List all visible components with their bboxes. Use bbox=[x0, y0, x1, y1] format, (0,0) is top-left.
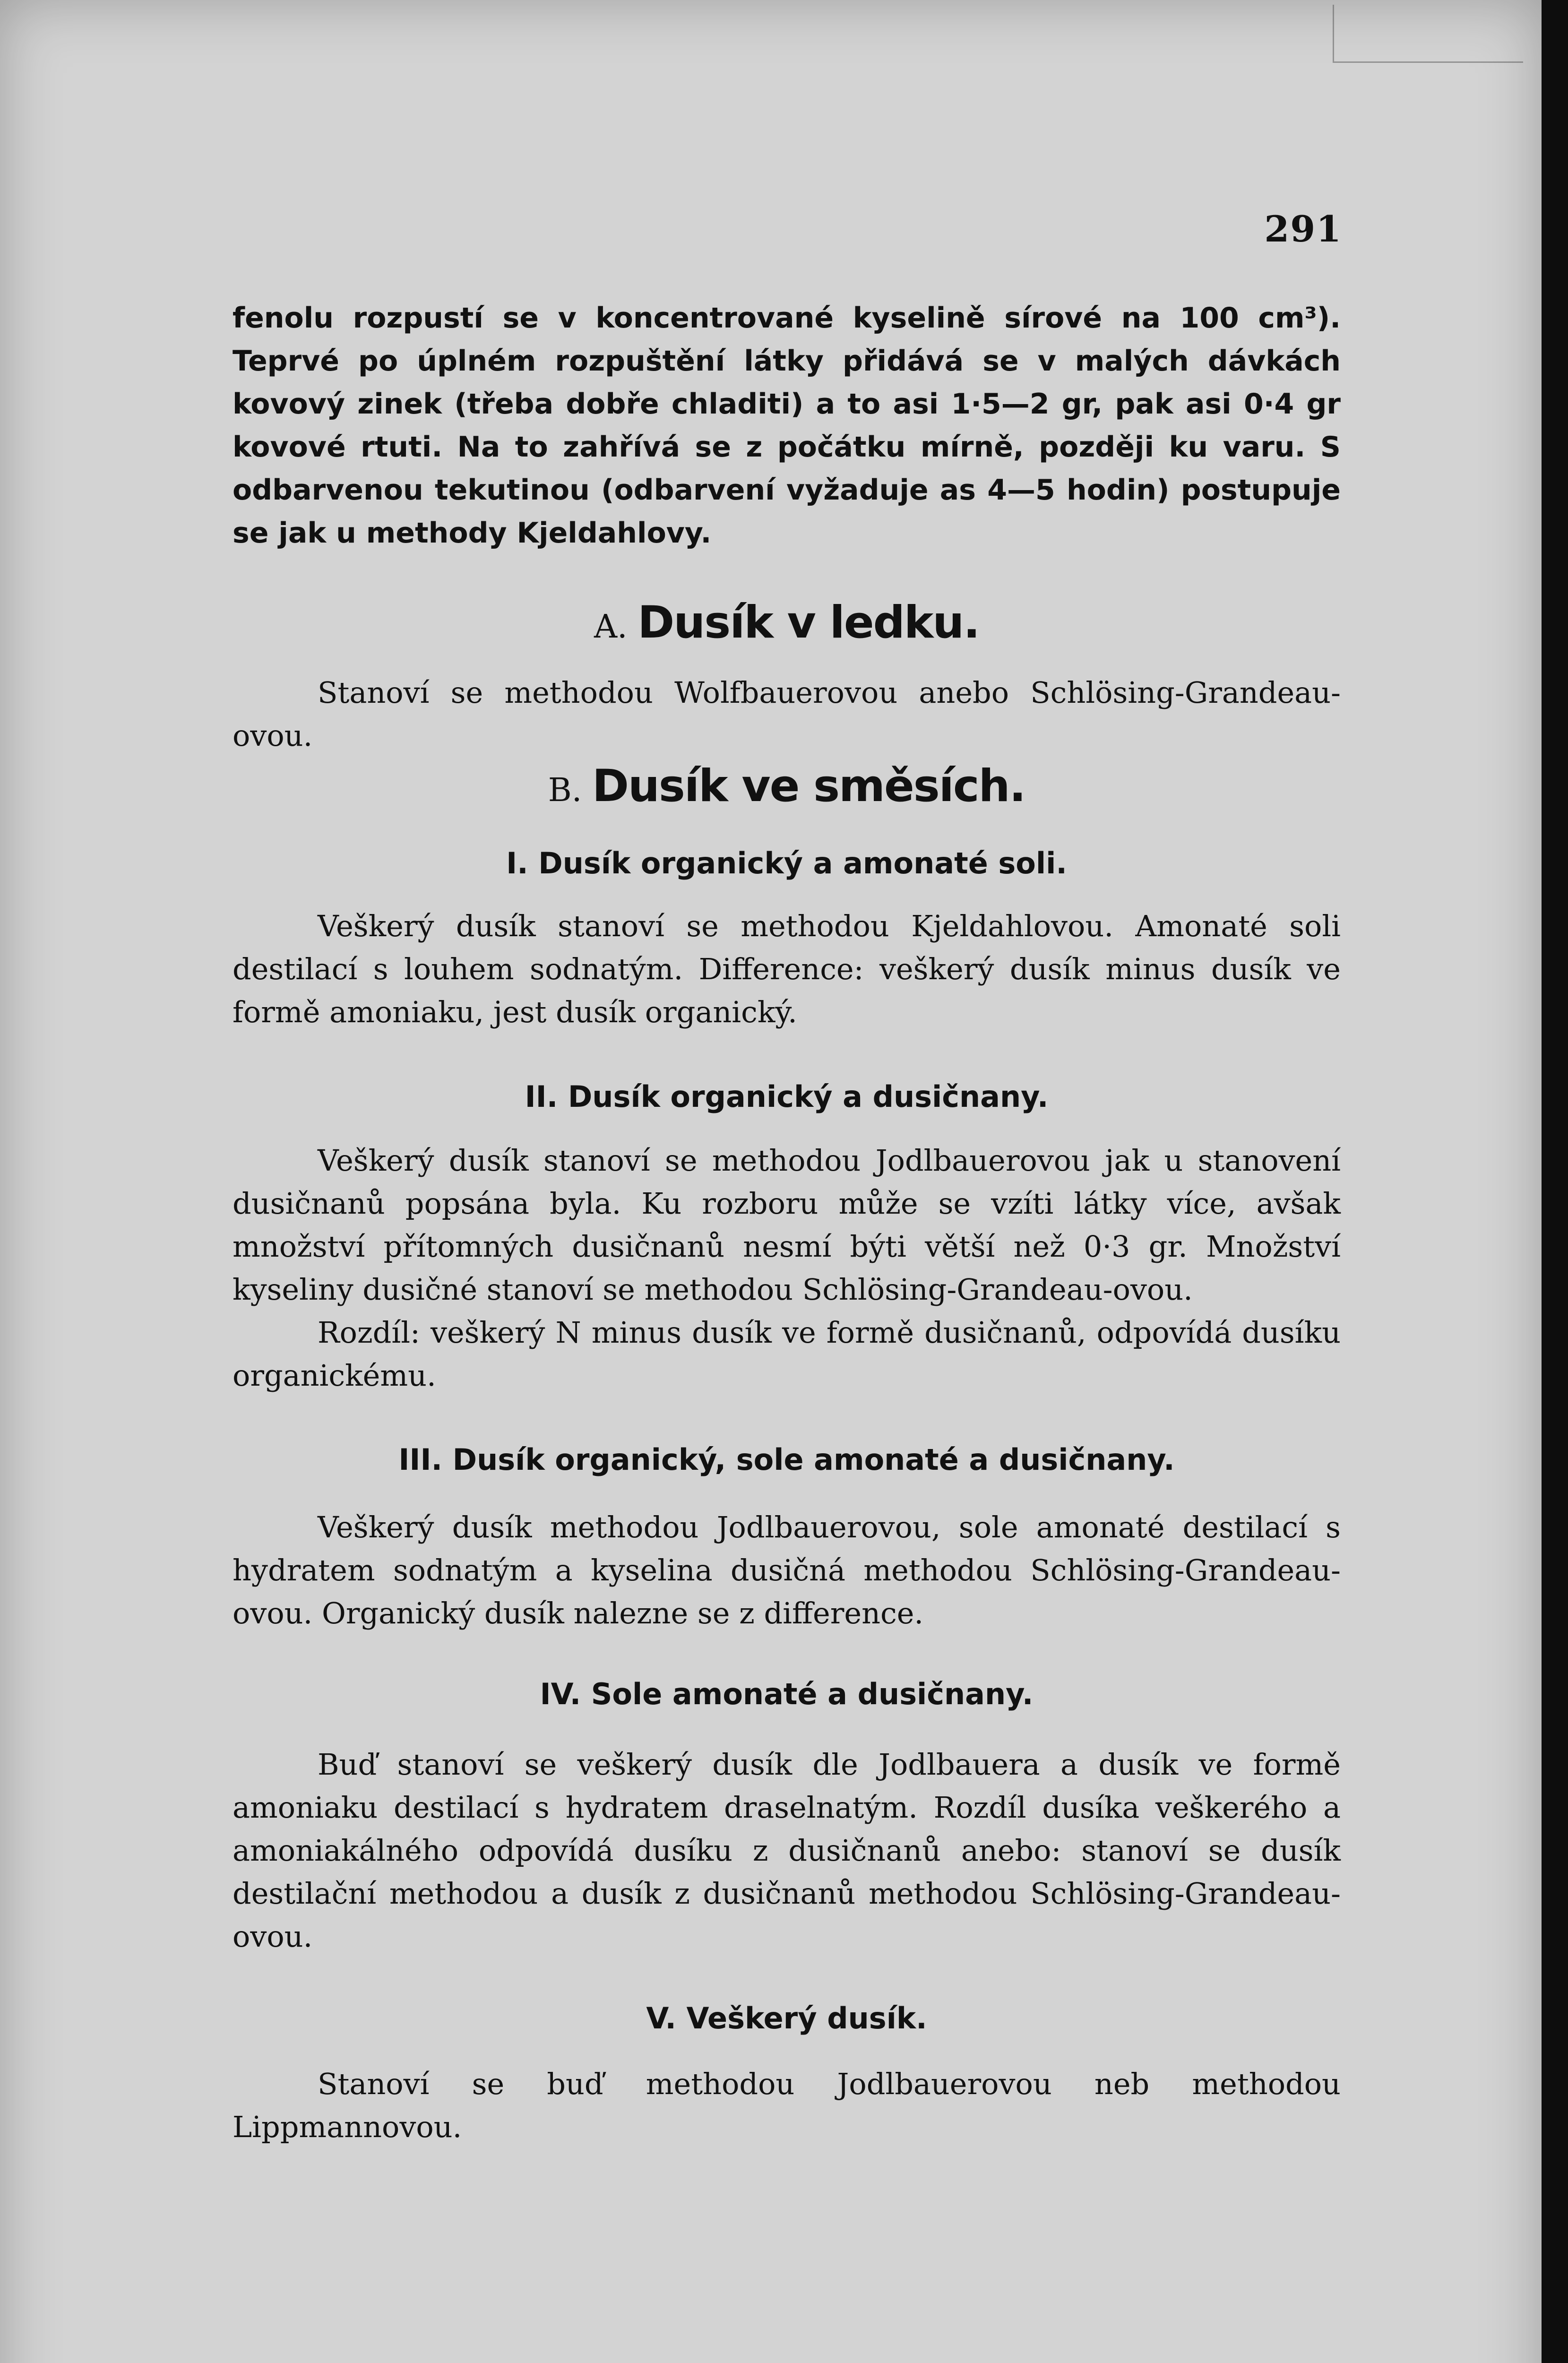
subsection-2-paragraph-2: Rozdíl: veškerý N minus dusík ve formě dusičnanů, odpovídá dusíku organickému. bbox=[233, 1315, 1341, 1393]
section-a-heading bbox=[233, 599, 1341, 651]
section-b bbox=[233, 760, 1341, 814]
scan-border bbox=[1542, 0, 1568, 2363]
subsection-3 bbox=[233, 1439, 1341, 1481]
subsection-3-body bbox=[233, 1506, 1341, 1635]
subsection-3-paragraph-1: Veškerý dusík methodou Jodlbauerovou, sole amonaté destilací s hydratem sodnatým a kyselina dusičná methodou Schlösing-Grandeau-ovou. Organický dusík nalezne se z difference. bbox=[233, 1510, 1341, 1630]
page-number: 291 bbox=[1264, 208, 1342, 250]
section-a-body bbox=[233, 671, 1341, 757]
subsection-4-paragraph-1: Buď stanoví se veškerý dusík dle Jodlbauera a dusík ve formě amoniaku destilací s hydratem draselnatým. Rozdíl dusíka veškerého a amoniakálného odpovídá dusíku z dusičnanů anebo: stanoví se dusík destilační methodou a dusík z dusičnanů methodou Schlösing-Grandeau-ovou. bbox=[233, 1747, 1341, 1954]
section-b-title: Dusík ve směsích. bbox=[592, 760, 1025, 812]
corner-mark bbox=[1333, 5, 1523, 63]
subsection-2-title: II. Dusík organický a dusičnany. bbox=[525, 1079, 1049, 1114]
subsection-5-title: V. Veškerý dusík. bbox=[646, 2001, 927, 2035]
subsection-5-body bbox=[233, 2062, 1341, 2148]
section-a-letter: A. bbox=[594, 608, 628, 646]
subsection-1-body bbox=[233, 905, 1341, 1034]
subsection-5 bbox=[233, 1997, 1341, 2040]
intro-paragraph: fenolu rozpustí se v koncentrované kyselině sírové na 100 cm³). Teprvé po úplném rozpuštění látky přidává se v malých dávkách kovový zinek (třeba dobře chladiti) a to asi 1·5—2 gr, pak asi 0·4 gr kovové rtuti. Na to zahřívá se z počátku mírně, později ku varu. S odbarvenou tekutinou (odbarvení vyžaduje as 4—5 hodin) postupuje se jak u methody Kjeldahlovy. bbox=[233, 302, 1341, 550]
section-a bbox=[233, 599, 1341, 651]
subsection-1 bbox=[233, 842, 1341, 885]
text-block bbox=[233, 297, 1341, 555]
subsection-2 bbox=[233, 1076, 1341, 1118]
subsection-3-title: III. Dusík organický, sole amonaté a dusičnany. bbox=[398, 1442, 1175, 1477]
section-a-text: Stanoví se methodou Wolfbauerovou anebo Schlösing-Grandeau-ovou. bbox=[233, 675, 1341, 753]
subsection-4 bbox=[233, 1673, 1341, 1716]
section-a-title: Dusík v ledku. bbox=[638, 597, 980, 648]
subsection-2-body bbox=[233, 1139, 1341, 1397]
subsection-5-paragraph-1: Stanoví se buď methodou Jodlbauerovou neb methodou Lippmannovou. bbox=[233, 2067, 1341, 2144]
subsection-4-body bbox=[233, 1743, 1341, 1958]
subsection-1-title: I. Dusík organický a amonaté soli. bbox=[506, 846, 1067, 880]
section-b-letter: B. bbox=[548, 772, 582, 809]
subsection-2-paragraph-1: Veškerý dusík stanoví se methodou Jodlbauerovou jak u stanovení dusičnanů popsána byla. Ku rozboru může se vzíti látky více, avšak množství přítomných dusičnanů nesmí býti větší než 0·3 gr. Množství kyseliny dusičné stanoví se methodou Schlösing-Grandeau-ovou. bbox=[233, 1143, 1341, 1307]
subsection-4-title: IV. Sole amonaté a dusičnany. bbox=[540, 1677, 1034, 1711]
section-b-heading bbox=[233, 760, 1341, 814]
subsection-1-paragraph-1: Veškerý dusík stanoví se methodou Kjeldahlovou. Amonaté soli destilací s louhem sodnatým. Difference: veškerý dusík minus dusík ve formě amoniaku, jest dusík organický. bbox=[233, 909, 1341, 1029]
